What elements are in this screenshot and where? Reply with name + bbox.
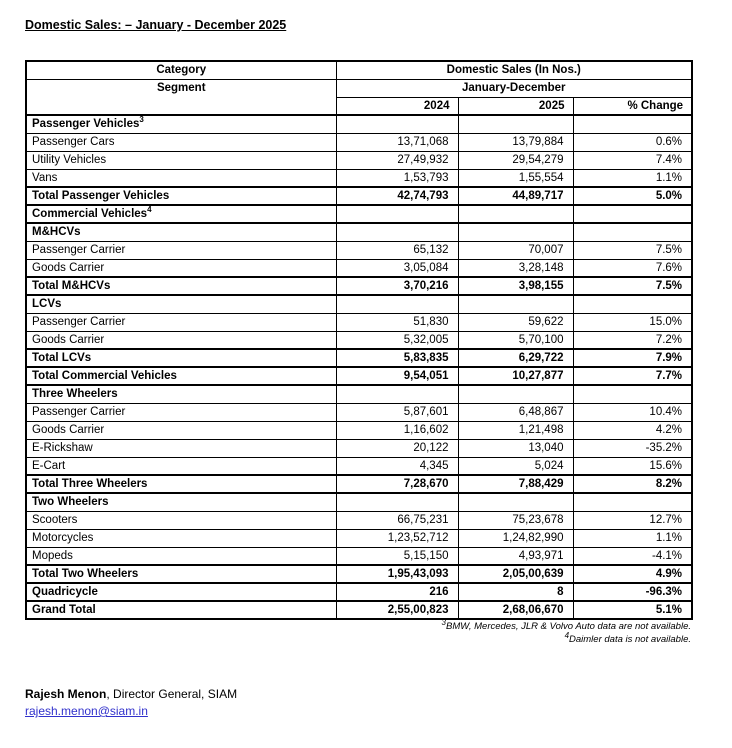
segment-label-cell: Goods Carrier [26,259,336,277]
value-2024-cell: 5,32,005 [336,331,458,349]
value-2025-cell: 2,68,06,670 [458,601,573,619]
table-row [26,457,692,475]
segment-label-cell: Passenger Cars [26,133,336,151]
percent-change-cell: 8.2% [573,475,692,493]
value-2025-cell: 5,70,100 [458,331,573,349]
table-row [26,313,692,331]
segment-label-cell: Two Wheelers [26,493,336,511]
table-row [26,439,692,457]
segment-label-cell: E-Cart [26,457,336,475]
value-2024-cell: 5,83,835 [336,349,458,367]
table-row [26,565,692,583]
value-2025-cell: 10,27,877 [458,367,573,385]
percent-change-cell: 7.9% [573,349,692,367]
value-2024-cell [336,493,458,511]
segment-label-cell: M&HCVs [26,223,336,241]
value-2025-cell: 3,28,148 [458,259,573,277]
value-2025-cell: 6,48,867 [458,403,573,421]
value-2024-cell [336,385,458,403]
domestic-sales-table [25,60,693,620]
table-row [26,169,692,187]
footnote-3-text: BMW, Mercedes, JLR & Volvo Auto data are not available. [445,621,691,632]
footnote-4 [25,630,691,646]
segment-label-cell: Quadricycle [26,583,336,601]
segment-label-cell: Total LCVs [26,349,336,367]
percent-change-cell: 1.1% [573,169,692,187]
period-header-cell: January-December [336,79,692,97]
percent-change-cell: 7.6% [573,259,692,277]
percent-change-cell: 12.7% [573,511,692,529]
table-row [26,529,692,547]
value-2025-cell [458,115,573,133]
percent-change-cell: 1.1% [573,529,692,547]
table-header [26,61,692,115]
segment-label-cell: Vans [26,169,336,187]
table-row [26,259,692,277]
header-row-category [26,61,692,79]
value-2024-cell: 3,70,216 [336,277,458,295]
value-2025-cell: 1,21,498 [458,421,573,439]
segment-label-cell: Passenger Vehicles$^3$ [26,115,336,133]
value-2024-cell: 2,55,00,823 [336,601,458,619]
contact-role: , Director General, SIAM [106,687,238,701]
table-body [26,115,692,619]
domestic-sales-header-cell: Domestic Sales (In Nos.) [336,61,692,79]
value-2025-cell [458,295,573,313]
table-row [26,331,692,349]
value-2025-cell: 6,29,722 [458,349,573,367]
table-row [26,511,692,529]
value-2025-cell [458,385,573,403]
percent-change-cell: -96.3% [573,583,692,601]
percent-change-cell: 10.4% [573,403,692,421]
segment-label-cell: Passenger Carrier [26,403,336,421]
value-2025-cell: 44,89,717 [458,187,573,205]
value-2025-cell: 75,23,678 [458,511,573,529]
segment-label-cell: Passenger Carrier [26,241,336,259]
value-2025-cell: 4,93,971 [458,547,573,565]
value-2024-cell: 3,05,084 [336,259,458,277]
percent-change-cell: 4.2% [573,421,692,439]
value-2024-cell [336,295,458,313]
table-row [26,133,692,151]
percent-change-cell: 7.2% [573,331,692,349]
value-2024-cell: 20,122 [336,439,458,457]
table-row [26,205,692,223]
footnote-4-text: Daimler data is not available. [569,634,691,645]
table-row [26,403,692,421]
percent-change-cell [573,385,692,403]
table-row [26,277,692,295]
table-row [26,547,692,565]
table-row [26,601,692,619]
value-2024-cell: 42,74,793 [336,187,458,205]
value-2024-cell: 216 [336,583,458,601]
segment-label-cell: Total Three Wheelers [26,475,336,493]
contact-name: Rajesh Menon [25,687,107,701]
value-2024-cell: 1,53,793 [336,169,458,187]
value-2025-cell: 7,88,429 [458,475,573,493]
percent-change-cell: 5.0% [573,187,692,205]
value-2024-cell: 65,132 [336,241,458,259]
percent-change-cell [573,223,692,241]
page-title: Domestic Sales: – January - December 2025 [25,18,287,32]
header-row-segment [26,79,692,97]
percent-change-cell: 4.9% [573,565,692,583]
segment-label-cell: Total Two Wheelers [26,565,336,583]
segment-label-cell: Goods Carrier [26,421,336,439]
table-row [26,475,692,493]
value-2025-cell: 5,024 [458,457,573,475]
signature-block [25,686,237,720]
value-2025-cell: 3,98,155 [458,277,573,295]
contact-email-link[interactable]: rajesh.menon@siam.in [25,704,148,718]
table-row [26,493,692,511]
percent-change-cell [573,295,692,313]
year-2025-header-cell: 2025 [458,97,573,115]
segment-label-cell: E-Rickshaw [26,439,336,457]
segment-header-cell: Segment [26,79,336,115]
value-2024-cell: 5,87,601 [336,403,458,421]
table-row [26,385,692,403]
value-2024-cell: 51,830 [336,313,458,331]
value-2024-cell: 5,15,150 [336,547,458,565]
value-2025-cell: 1,24,82,990 [458,529,573,547]
table-row [26,241,692,259]
segment-label-cell: Total M&HCVs [26,277,336,295]
segment-label-cell: Motorcycles [26,529,336,547]
year-2024-header-cell: 2024 [336,97,458,115]
value-2025-cell [458,223,573,241]
value-2024-cell: 27,49,932 [336,151,458,169]
percent-change-cell: 7.7% [573,367,692,385]
value-2025-cell: 70,007 [458,241,573,259]
percent-change-cell: 7.5% [573,277,692,295]
value-2025-cell: 59,622 [458,313,573,331]
percent-change-cell [573,115,692,133]
value-2025-cell: 29,54,279 [458,151,573,169]
percent-change-cell: 15.0% [573,313,692,331]
signature-line [25,686,237,703]
value-2024-cell: 1,95,43,093 [336,565,458,583]
segment-label-cell: Goods Carrier [26,331,336,349]
segment-label-cell: Total Passenger Vehicles [26,187,336,205]
percent-change-cell: 7.4% [573,151,692,169]
footnote-3 [25,617,691,633]
value-2025-cell: 13,79,884 [458,133,573,151]
footnote-4-marker: 4 [564,630,570,640]
percent-change-cell: 15.6% [573,457,692,475]
table-row [26,187,692,205]
segment-label-cell: Commercial Vehicles$^4$ [26,205,336,223]
segment-label-cell: Mopeds [26,547,336,565]
percent-change-cell: 0.6% [573,133,692,151]
percent-change-cell: 5.1% [573,601,692,619]
table-row [26,115,692,133]
value-2024-cell: 4,345 [336,457,458,475]
value-2025-cell: 1,55,554 [458,169,573,187]
table-row [26,349,692,367]
segment-label-cell: Total Commercial Vehicles [26,367,336,385]
footnotes [25,617,691,646]
footnote-3-marker: 3 [441,617,446,627]
value-2025-cell [458,205,573,223]
percent-change-cell [573,493,692,511]
table-row [26,583,692,601]
percent-change-cell: -4.1% [573,547,692,565]
value-2025-cell [458,493,573,511]
value-2024-cell: 9,54,051 [336,367,458,385]
percent-change-cell: -35.2% [573,439,692,457]
value-2024-cell [336,205,458,223]
table-row [26,295,692,313]
value-2025-cell: 8 [458,583,573,601]
percent-change-header-cell: % Change [573,97,692,115]
value-2024-cell: 1,16,602 [336,421,458,439]
value-2025-cell: 13,040 [458,439,573,457]
value-2024-cell [336,115,458,133]
value-2024-cell: 66,75,231 [336,511,458,529]
value-2025-cell: 2,05,00,639 [458,565,573,583]
table-row [26,151,692,169]
segment-label-cell: Grand Total [26,601,336,619]
segment-label-cell: Utility Vehicles [26,151,336,169]
percent-change-cell [573,205,692,223]
segment-label-cell: Three Wheelers [26,385,336,403]
value-2024-cell: 7,28,670 [336,475,458,493]
value-2024-cell [336,223,458,241]
table-row [26,421,692,439]
segment-label-cell: LCVs [26,295,336,313]
value-2024-cell: 13,71,068 [336,133,458,151]
segment-label-cell: Passenger Carrier [26,313,336,331]
category-header-cell: Category [26,61,336,79]
table-row [26,223,692,241]
segment-label-cell: Scooters [26,511,336,529]
value-2024-cell: 1,23,52,712 [336,529,458,547]
percent-change-cell: 7.5% [573,241,692,259]
table-row [26,367,692,385]
